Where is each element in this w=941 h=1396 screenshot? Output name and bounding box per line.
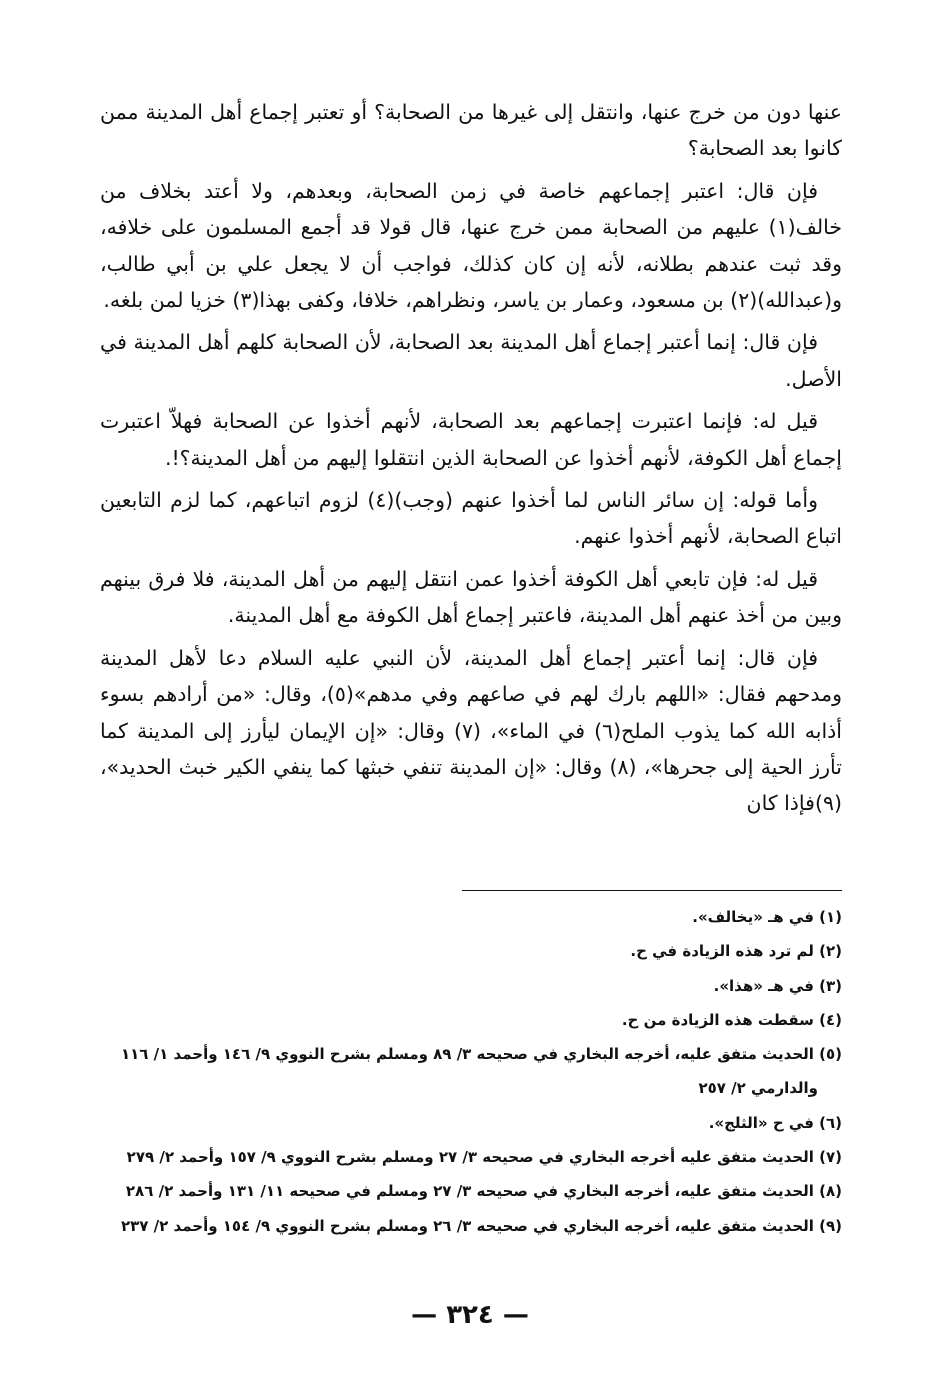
paragraph: وأما قوله: إن سائر الناس لما أخذوا عنهم (وجب)(٤) لزوم اتباعهم، كما لزم التابعين اتباع الصحابة، لأنهم أخذوا عنهم. bbox=[100, 488, 842, 549]
paragraph-continuation: عنها دون من خرج عنها، وانتقل إلى غيرها من الصحابة؟ أو تعتبر إجماع أهل المدينة ممن كانوا بعد الصحابة؟ bbox=[100, 100, 842, 161]
paragraph: فإن قال: إنما أعتبر إجماع أهل المدينة بعد الصحابة، لأن الصحابة كلهم أهل المدينة في الأصل. bbox=[100, 330, 842, 391]
footnote: (٢) لم ترد هذه الزيادة في ح. bbox=[630, 942, 842, 961]
body-text bbox=[100, 94, 842, 822]
footnote: (١) في هـ «يخالف». bbox=[692, 908, 842, 926]
page-number: — ٣٢٤ — bbox=[411, 1300, 529, 1330]
paragraph: فإن قال: اعتبر إجماعهم خاصة في زمن الصحابة، وبعدهم، ولا أعتد بخلاف من خالف(١) عليهم من الصحابة ممن خرج عنها، قال قولا قد أجمع المسلمون على خلافه، وقد ثبت عندهم بطلانه، لأنه إن كان كذلك، فواجب أن لا يجعل علي بن أبي طالب، و(عبدالله)(٢) بن مسعود، وعمار بن ياسر، ونظراهم، خلافا، وكفى بهذا(٣) خزيا لمن بلغه. bbox=[100, 178, 842, 313]
paragraph: فإن قال: إنما أعتبر إجماع أهل المدينة، لأن النبي عليه السلام دعا لأهل المدينة ومدحهم فقال: «اللهم بارك لهم في صاعهم وفي مدهم»(٥)، وقال: «من أرادهم بسوء أذابه الله كما يذوب الملح(٦) في الماء»، (٧) وقال: «إن الإيمان ليأرز إلى المدينة كما تأرز الحية إلى جحرها»، (٨) وقال: «إن المدينة تنفي خبثها كما ينفي الكير خبث الحديد»، (٩)فإذا كان bbox=[100, 645, 842, 816]
footnotes bbox=[100, 900, 842, 1243]
footnote: (٩) الحديث متفق عليه، أخرجه البخاري في صحيحه ٣/ ٢٦ ومسلم بشرح النووي ٩/ ١٥٤ وأحمد ٢/ ٢٣٧ bbox=[120, 1216, 842, 1235]
footnote: (٧) الحديث متفق عليه أخرجه البخاري في صحيحه ٣/ ٢٧ ومسلم بشرح النووي ٩/ ١٥٧ وأحمد ٢/ ٢٧٩ bbox=[126, 1148, 842, 1167]
footnote-separator bbox=[462, 890, 842, 891]
footnote: (٨) الحديث متفق عليه، أخرجه البخاري في صحيحه ٣/ ٢٧ ومسلم في صحيحه ١١/ ١٣١ وأحمد ٢/ ٢٨٦ bbox=[125, 1182, 842, 1201]
footnote: (٦) في ح «الثلج». bbox=[708, 1113, 842, 1132]
footnote: (٥) الحديث متفق عليه، أخرجه البخاري في صحيحه ٣/ ٨٩ ومسلم بشرح النووي ٩/ ١٤٦ وأحمد ١/ ١١٦ bbox=[120, 1045, 842, 1064]
paragraph: قيل له: فإن تابعي أهل الكوفة أخذوا عمن انتقل إليهم من أهل المدينة، فلا فرق بينهم وبين من أخذ عنهم أهل المدينة، فاعتبر إجماع أهل الكوفة مع أهل المدينة. bbox=[100, 566, 842, 628]
footnote: (٣) في هـ «هذا». bbox=[713, 976, 842, 995]
paragraph: قيل له: فإنما اعتبرت إجماعهم بعد الصحابة، لأنهم أخذوا عن الصحابة فهلاّ اعتبرت إجماع أهل الكوفة، لأنهم أخذوا عن الصحابة الذين انتقلوا إليهم من أهل المدينة؟!. bbox=[100, 409, 842, 470]
footnote: (٤) سقطت هذه الزيادة من ح. bbox=[621, 1010, 842, 1029]
footnote-continuation: والدارمي ٢/ ٢٥٧ bbox=[698, 1079, 818, 1098]
